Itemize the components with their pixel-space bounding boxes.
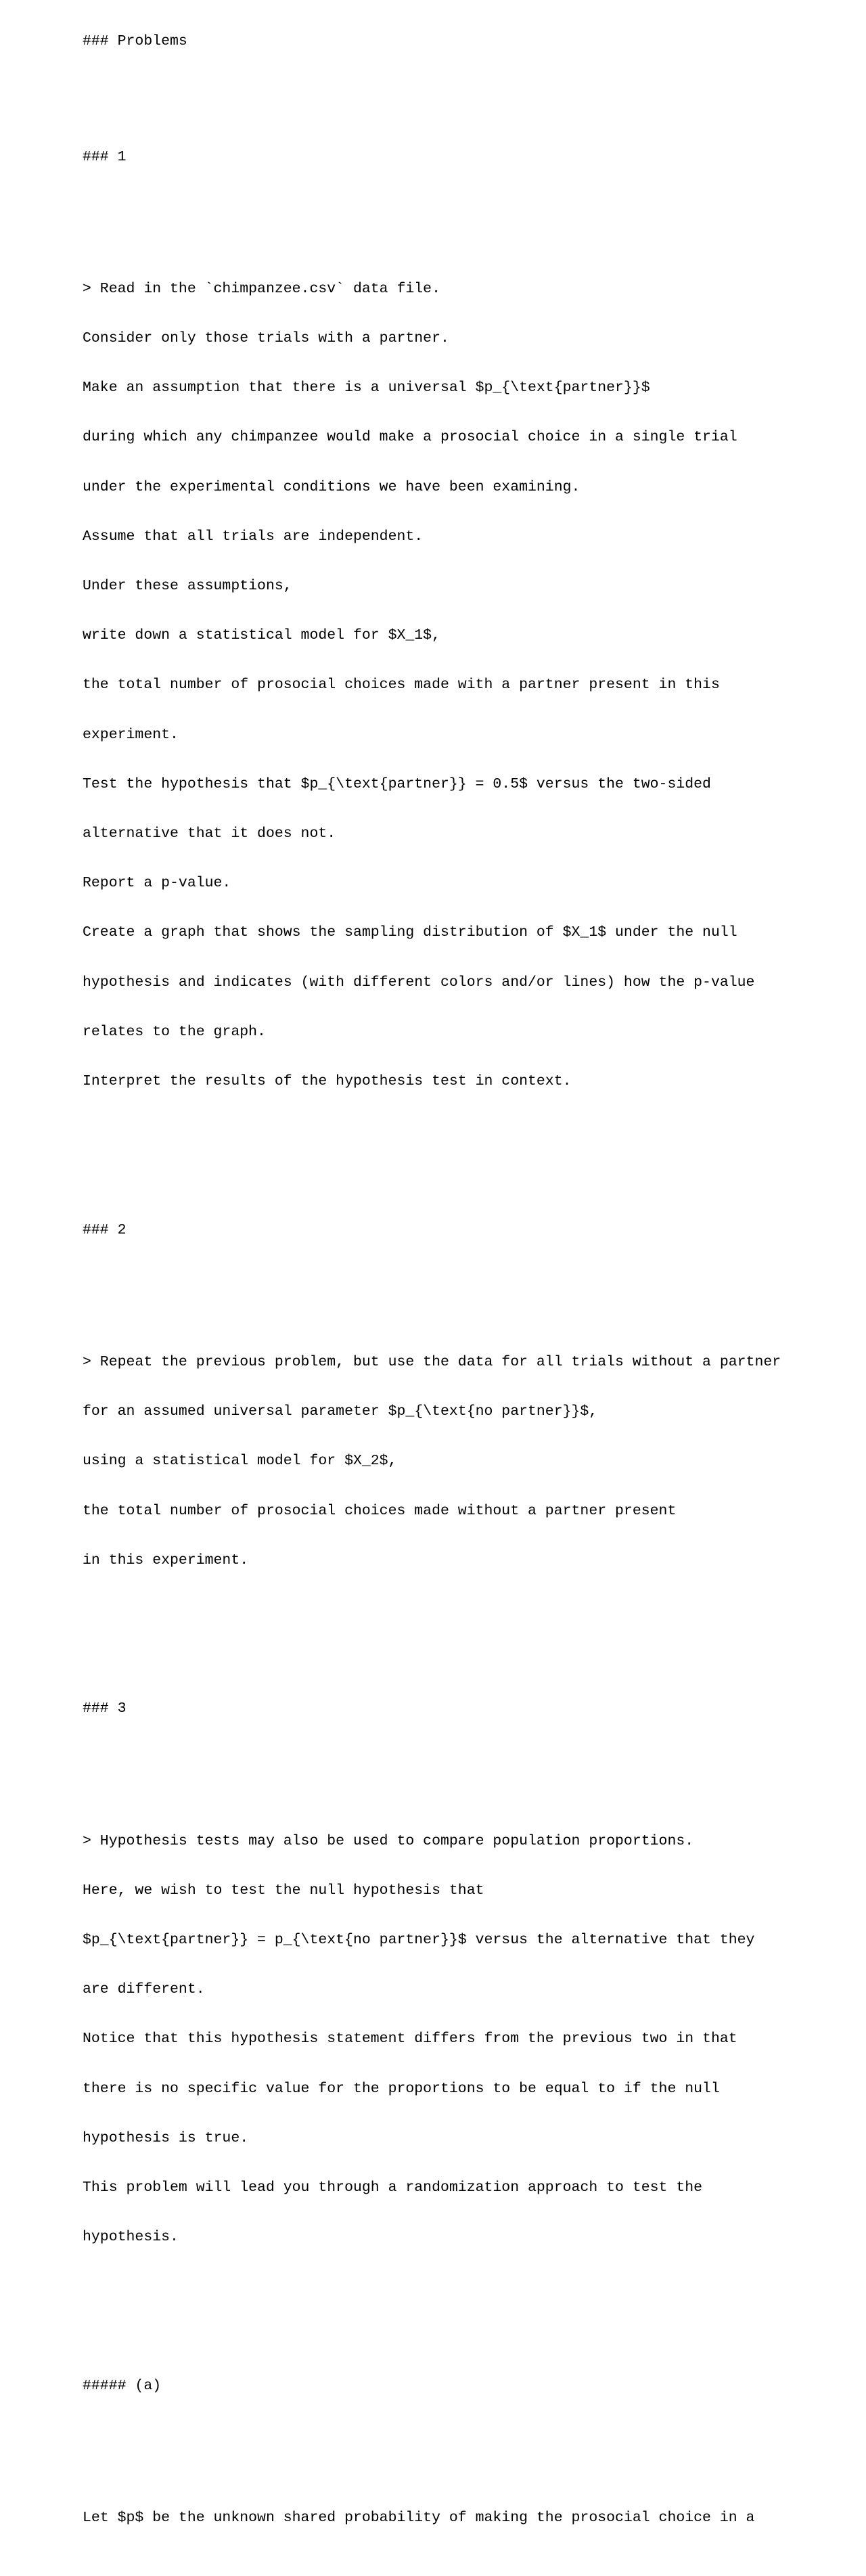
text-line: for an assumed universal parameter $p_{\text{no partner}}$, [83, 1403, 598, 1420]
text-line: Report a p-value. [83, 875, 231, 892]
text-line: Assume that all trials are independent. [83, 528, 424, 545]
text-line: Create a graph that shows the sampling distribution of $X_1$ under the null [83, 924, 737, 941]
text-line: under the experimental conditions we have been examining. [83, 478, 580, 495]
problem-3-text [83, 1800, 861, 2279]
text-line: This problem will lead you through a randomization approach to test the [83, 2179, 703, 2196]
blank-line [83, 83, 861, 99]
problem-2-text [83, 1321, 861, 1602]
problem-1-heading: ### 1 [83, 148, 127, 165]
blank-line [83, 1271, 861, 1288]
problem-3a-heading: ##### (a) [83, 2377, 162, 2394]
blank-line [83, 2311, 861, 2328]
text-line: > Hypothesis tests may also be used to compare population proportions. [83, 1832, 694, 1849]
text-line: Here, we wish to test the null hypothesis that [83, 1882, 484, 1899]
text-line: Make an assumption that there is a universal $p_{\text{partner}}$ [83, 380, 650, 397]
text-line: > Repeat the previous problem, but use the data for all trials without a partner [83, 1353, 781, 1370]
text-line: write down a statistical model for $X_1$, [83, 627, 440, 644]
blank-line [83, 1635, 861, 1651]
text-line: Test the hypothesis that $p_{\text{partner}} = 0.5$ versus the two-sided [83, 775, 711, 792]
text-line: alternative that it does not. [83, 826, 336, 842]
text-line: experiment. [83, 726, 179, 743]
text-line: Let $p$ be the unknown shared probability of making the prosocial choice in a [83, 2510, 755, 2527]
problem-2-heading: ### 2 [83, 1221, 127, 1238]
problem-1-text [83, 248, 861, 1123]
section-heading-problems: ### Problems [83, 32, 187, 49]
text-line: Interpret the results of the hypothesis test in context. [83, 1073, 572, 1090]
blank-line [83, 2427, 861, 2443]
blank-line [83, 198, 861, 214]
text-line: hypothesis. [83, 2229, 179, 2246]
text-line: Consider only those trials with a partner. [83, 330, 449, 347]
text-line: relates to the graph. [83, 1023, 266, 1040]
problem-3-heading: ### 3 [83, 1700, 127, 1717]
problem-3a-text [83, 2477, 861, 2559]
text-line: Notice that this hypothesis statement differs from the previous two in that [83, 2031, 737, 2048]
blank-line [83, 1750, 861, 1767]
text-line: the total number of prosocial choices made with a partner present in this [83, 677, 720, 694]
text-line: > Read in the `chimpanzee.csv` data file. [83, 280, 440, 297]
text-line: in this experiment. [83, 1552, 249, 1568]
markdown-document [83, 0, 861, 2576]
text-line: hypothesis and indicates (with different colors and/or lines) how the p-value [83, 974, 755, 991]
text-line: there is no specific value for the proportions to be equal to if the null [83, 2080, 720, 2097]
blank-line [83, 1156, 861, 1172]
text-line: Under these assumptions, [83, 578, 292, 595]
text-line: the total number of prosocial choices made without a partner present [83, 1502, 677, 1519]
text-line: using a statistical model for $X_2$, [83, 1453, 397, 1470]
text-line: hypothesis is true. [83, 2129, 249, 2146]
text-line: are different. [83, 1981, 205, 1998]
text-line: during which any chimpanzee would make a prosocial choice in a single trial [83, 429, 737, 446]
text-line: $p_{\text{partner}} = p_{\text{no partner}}$ versus the alternative that they [83, 1932, 755, 1948]
